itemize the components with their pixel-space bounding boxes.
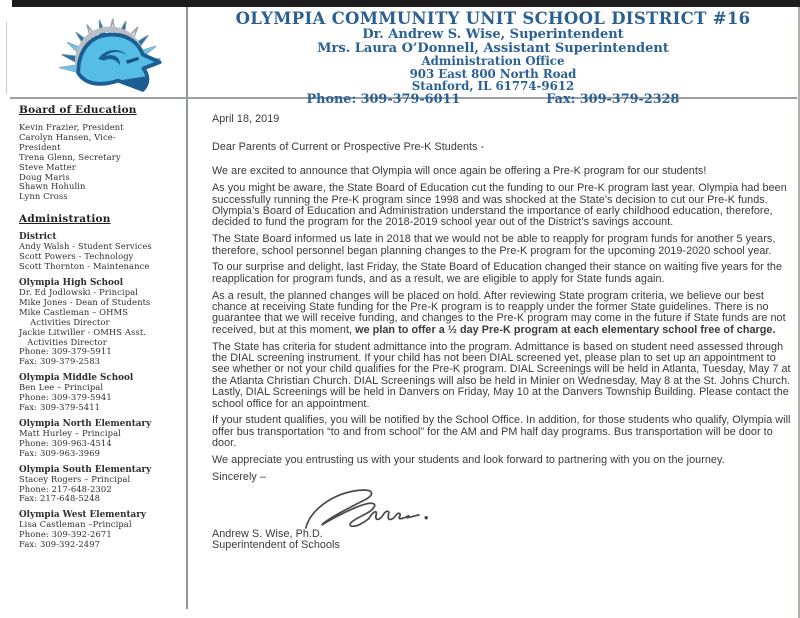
sidebar bbox=[14, 8, 180, 550]
asst-superintendent-line: Mrs. Laura O’Donnell, Assistant Superintendent bbox=[317, 40, 669, 56]
board-member: Steve Matter bbox=[19, 161, 76, 172]
city-line: Stanford, IL 61774-9612 bbox=[411, 79, 575, 93]
section-line: Matt Hurley – Principal bbox=[19, 427, 121, 438]
section-title: Olympia South Elementary bbox=[19, 464, 152, 475]
spartan-helmet-icon bbox=[38, 10, 186, 96]
section-line: Activities Director bbox=[19, 336, 107, 347]
section-line: Stacey Rogers – Principal bbox=[19, 473, 131, 484]
section-line: Dr. Ed Jodlowski - Principal bbox=[19, 286, 139, 297]
admin-section-high-school bbox=[19, 278, 180, 367]
section-line: Fax: 309-379-2583 bbox=[19, 356, 101, 367]
board-member: President bbox=[19, 141, 61, 152]
board-of-education-block bbox=[19, 104, 180, 202]
admin-section-middle-school bbox=[19, 373, 180, 413]
paragraph-thanks: We appreciate you entrusting us with your students and look forward to partnering with you on the journey. bbox=[212, 453, 725, 466]
scan-top-edge bbox=[12, 0, 800, 7]
section-line: Mike Castleman – OHMS bbox=[19, 306, 129, 317]
phone-fax-row bbox=[190, 93, 796, 107]
admin-section-north-elementary bbox=[19, 419, 180, 459]
half-day-bold-text: we plan to offer a ½ day Pre-K program at each elementary school free of charge. bbox=[355, 323, 776, 336]
address-line: 903 East 800 North Road bbox=[409, 66, 577, 81]
paragraph-announcement: We are excited to announce that Olympia will once again be offering a Pre-K program for our students! bbox=[212, 165, 707, 178]
signature-image bbox=[212, 489, 796, 529]
spartan-helmet-logo bbox=[38, 10, 186, 96]
superintendent-line: Dr. Andrew S. Wise, Superintendent bbox=[362, 27, 624, 42]
salutation: Dear Parents of Current or Prospective Pre-K Students - bbox=[212, 141, 485, 154]
letter-body bbox=[212, 114, 796, 552]
closing: Sincerely – bbox=[212, 470, 266, 483]
sidebar-content bbox=[14, 104, 180, 550]
signer-title: Superintendent of Schools bbox=[212, 539, 340, 552]
paragraph-dial-screening: The State has criteria for student admittance into the program. Admittance is based on student need assessed through the DIAL screening instrument. If your child has not been DIAL screened yet, please plan to set up an appointment to see whether or not your child qualifies for the Pre-K program. DIAL Screenings will be held in Atlanta, Tuesday, May 7 at the Atlanta Christian Church. DIAL Screenings will also be held in Minier on Wednesday, May 8 at the St. Johns Church. Lastly, DIAL Screenings will be held in Danvers on Friday, May 10 at the Danvers Township Building. Please contact the school office for an appointment. bbox=[212, 340, 791, 410]
section-line: Ben Lee – Principal bbox=[19, 382, 104, 393]
section-line: Phone: 217-648-2302 bbox=[19, 483, 112, 494]
letter-date: April 18, 2019 bbox=[212, 113, 280, 125]
paragraph-stance-change: To our surprise and delight, last Friday, the State Board of Education changed their stance on waiting five years for the reapplication for program funds, and as a result, we are eligible to apply for State funds again. bbox=[212, 261, 783, 285]
section-line: Fax: 309-392-2497 bbox=[19, 539, 101, 550]
paragraph-state-board: The State Board informed us late in 2018 that we would not be able to reapply for program funds for another 5 years, therefore, school personnel began planning changes to the Pre-K program for the upcoming 2019-2020 school year. bbox=[212, 233, 776, 257]
section-line: Phone: 309-963-4514 bbox=[19, 437, 112, 448]
board-member: Kevin Frazier, President bbox=[19, 122, 124, 132]
board-heading: Board of Education bbox=[19, 104, 137, 116]
section-line: Andy Walsh - Student Services bbox=[19, 241, 152, 252]
admin-section-west-elementary bbox=[19, 510, 180, 550]
section-title: Olympia West Elementary bbox=[19, 510, 146, 521]
board-member: Lynn Cross bbox=[19, 191, 68, 202]
office-line: Administration Office bbox=[421, 54, 565, 69]
section-line: Scott Thornton - Maintenance bbox=[19, 261, 150, 272]
fax-number: Fax: 309-379-2328 bbox=[546, 92, 680, 108]
section-line: Phone: 309-392-2671 bbox=[19, 529, 112, 540]
signer-name: Andrew S. Wise, Ph.D. bbox=[212, 527, 323, 540]
board-member: Shawn Hohulin bbox=[19, 181, 86, 192]
scan-left-edge bbox=[6, 22, 7, 94]
phone-number: Phone: 309-379-6011 bbox=[306, 92, 461, 108]
paragraph-plans-on-hold bbox=[212, 291, 796, 337]
section-line: Phone: 309-379-5941 bbox=[19, 392, 112, 403]
section-line: Lisa Castleman –Principal bbox=[19, 519, 132, 530]
district-title: OLYMPIA COMMUNITY UNIT SCHOOL DISTRICT #16 bbox=[235, 9, 751, 28]
administration-heading: Administration bbox=[19, 213, 111, 226]
section-line: Scott Powers - Technology bbox=[19, 251, 134, 262]
plans-on-hold-text: As a result, the planned changes will be placed on hold. After reviewing State program criteria, we believe our best chance at receiving State funding for the Pre-K program is to reapply under the former State guidelines. There is no guarantee that we will receive funding, and changes to the Pre-K program may come in the future if State funds are not received, but at this moment, bbox=[212, 289, 786, 336]
section-line: Fax: 309-379-5411 bbox=[19, 402, 101, 413]
board-member: Trena Glenn, Secretary bbox=[19, 151, 121, 162]
section-line: Jackie Litwiller - OMHS Asst. bbox=[19, 326, 147, 337]
admin-section-south-elementary bbox=[19, 465, 180, 505]
section-title: Olympia Middle School bbox=[19, 373, 134, 384]
signature-icon bbox=[226, 483, 506, 541]
section-title: District bbox=[19, 232, 57, 243]
section-line: Mike Jones - Dean of Students bbox=[19, 296, 151, 307]
board-member: Doug Maris bbox=[19, 171, 70, 182]
board-member: Carolyn Hansen, Vice- bbox=[19, 131, 116, 142]
section-line: Fax: 309-963-3969 bbox=[19, 447, 101, 458]
paragraph-bus-transportation: If your student qualifies, you will be notified by the School Office. In addition, for those students who qualify, Olympia will offer bus transportation “to and from school” for the AM and PM half day programs. Bus transportation will be door to door. bbox=[212, 414, 791, 450]
paragraph-funding-cut: As you might be aware, the State Board of Education cut the funding to our Pre-K program last year. Olympia had been successfully running the Pre-K program since 1998 and was shocked at the State’s decision to cut our Pre-K funds. Olympia’s Board of Education and Administration understand the importance of early childhood education, therefore, decided to fund the program for the 2018-2019 school year out of the District’s savings account. bbox=[212, 182, 787, 229]
section-line: Phone: 309-379-5911 bbox=[19, 346, 112, 357]
section-line: Activities Director bbox=[19, 316, 110, 327]
section-title: Olympia High School bbox=[19, 277, 124, 288]
section-line: Fax: 217-648-5248 bbox=[19, 493, 101, 504]
admin-section-district bbox=[19, 232, 180, 272]
section-title: Olympia North Elementary bbox=[19, 418, 152, 429]
letterhead bbox=[190, 9, 796, 107]
